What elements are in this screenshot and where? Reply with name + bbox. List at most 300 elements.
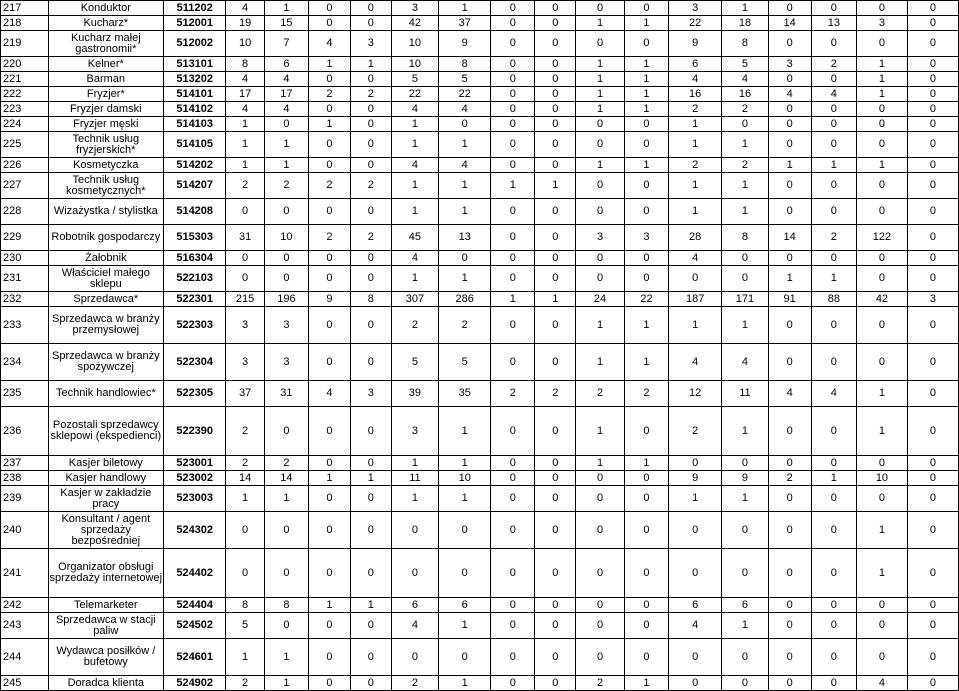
value-cell: 0 — [576, 613, 625, 639]
value-cell: 1 — [535, 173, 576, 199]
row-number-cell: 225 — [1, 132, 49, 158]
value-cell: 1 — [264, 639, 308, 676]
row-number-cell: 219 — [1, 31, 49, 57]
value-cell: 0 — [768, 72, 811, 87]
value-cell: 2 — [491, 381, 535, 407]
value-cell: 1 — [439, 1, 491, 16]
occupation-name-cell: Sprzedawca w stacji paliw — [48, 613, 164, 639]
row-number-cell: 240 — [1, 512, 49, 549]
value-cell: 3 — [391, 1, 439, 16]
value-cell: 1 — [722, 132, 768, 158]
value-cell: 1 — [856, 512, 907, 549]
row-number-cell: 226 — [1, 158, 49, 173]
value-cell: 9 — [722, 471, 768, 486]
value-cell: 15 — [264, 16, 308, 31]
occupation-code-cell: 522304 — [164, 344, 226, 381]
value-cell: 1 — [350, 57, 391, 72]
value-cell: 6 — [669, 57, 722, 72]
value-cell: 1 — [439, 266, 491, 292]
value-cell: 0 — [907, 613, 958, 639]
value-cell: 1 — [264, 676, 308, 691]
value-cell: 0 — [491, 158, 535, 173]
value-cell: 0 — [350, 102, 391, 117]
value-cell: 0 — [350, 132, 391, 158]
value-cell: 17 — [226, 87, 265, 102]
value-cell: 14 — [226, 471, 265, 486]
value-cell: 0 — [226, 199, 265, 225]
value-cell: 0 — [907, 381, 958, 407]
value-cell: 0 — [308, 456, 350, 471]
value-cell: 1 — [811, 471, 856, 486]
occupation-name-cell: Doradca klienta — [48, 676, 164, 691]
value-cell: 0 — [856, 639, 907, 676]
value-cell: 0 — [491, 102, 535, 117]
value-cell: 0 — [856, 117, 907, 132]
value-cell: 2 — [811, 57, 856, 72]
value-cell: 1 — [576, 102, 625, 117]
table-row — [1, 1, 959, 16]
value-cell: 1 — [576, 456, 625, 471]
row-number-cell: 222 — [1, 87, 49, 102]
value-cell: 4 — [391, 158, 439, 173]
row-number-cell: 233 — [1, 307, 49, 344]
occupation-code-cell: 514105 — [164, 132, 226, 158]
value-cell: 91 — [768, 292, 811, 307]
row-number-cell: 238 — [1, 471, 49, 486]
value-cell: 0 — [264, 251, 308, 266]
value-cell: 0 — [907, 471, 958, 486]
value-cell: 1 — [391, 117, 439, 132]
occupation-name-cell: Technik usług fryzjerskich* — [48, 132, 164, 158]
value-cell: 0 — [768, 598, 811, 613]
value-cell: 0 — [535, 16, 576, 31]
value-cell: 22 — [391, 87, 439, 102]
value-cell: 1 — [391, 199, 439, 225]
value-cell: 1 — [722, 407, 768, 456]
value-cell: 2 — [308, 225, 350, 251]
value-cell: 0 — [722, 639, 768, 676]
occupation-code-cell: 524502 — [164, 613, 226, 639]
value-cell: 0 — [308, 16, 350, 31]
value-cell: 0 — [576, 471, 625, 486]
value-cell: 1 — [226, 132, 265, 158]
value-cell: 0 — [811, 639, 856, 676]
value-cell: 4 — [669, 72, 722, 87]
value-cell: 0 — [439, 251, 491, 266]
value-cell: 0 — [856, 456, 907, 471]
value-cell: 4 — [264, 72, 308, 87]
value-cell: 0 — [226, 266, 265, 292]
value-cell: 0 — [907, 512, 958, 549]
value-cell: 0 — [308, 486, 350, 512]
value-cell: 0 — [907, 1, 958, 16]
value-cell: 0 — [907, 117, 958, 132]
table-row — [1, 199, 959, 225]
value-cell: 0 — [669, 456, 722, 471]
value-cell: 0 — [624, 407, 668, 456]
value-cell: 0 — [722, 117, 768, 132]
value-cell: 0 — [811, 486, 856, 512]
value-cell: 0 — [768, 407, 811, 456]
value-cell: 1 — [624, 344, 668, 381]
occupation-code-cell: 511202 — [164, 1, 226, 16]
value-cell: 0 — [576, 512, 625, 549]
value-cell: 0 — [491, 549, 535, 598]
value-cell: 0 — [811, 456, 856, 471]
value-cell: 1 — [576, 407, 625, 456]
value-cell: 0 — [308, 102, 350, 117]
value-cell: 0 — [768, 613, 811, 639]
value-cell: 0 — [811, 598, 856, 613]
value-cell: 0 — [491, 407, 535, 456]
value-cell: 31 — [226, 225, 265, 251]
value-cell: 3 — [856, 16, 907, 31]
value-cell: 0 — [350, 158, 391, 173]
table-row — [1, 486, 959, 512]
value-cell: 1 — [856, 407, 907, 456]
value-cell: 35 — [439, 381, 491, 407]
value-cell: 0 — [768, 199, 811, 225]
value-cell: 0 — [226, 549, 265, 598]
occupation-name-cell: Barman — [48, 72, 164, 87]
table-row — [1, 31, 959, 57]
value-cell: 3 — [264, 307, 308, 344]
value-cell: 0 — [907, 598, 958, 613]
occupation-code-cell: 524601 — [164, 639, 226, 676]
value-cell: 0 — [535, 72, 576, 87]
value-cell: 0 — [439, 639, 491, 676]
row-number-cell: 243 — [1, 613, 49, 639]
value-cell: 0 — [264, 117, 308, 132]
occupation-code-cell: 515303 — [164, 225, 226, 251]
value-cell: 0 — [768, 676, 811, 691]
value-cell: 171 — [722, 292, 768, 307]
value-cell: 2 — [226, 173, 265, 199]
occupation-name-cell: Wizażystka / stylistka — [48, 199, 164, 225]
value-cell: 8 — [722, 225, 768, 251]
value-cell: 0 — [856, 199, 907, 225]
value-cell: 0 — [768, 102, 811, 117]
value-cell: 0 — [491, 266, 535, 292]
value-cell: 0 — [226, 512, 265, 549]
value-cell: 0 — [350, 117, 391, 132]
value-cell: 1 — [439, 173, 491, 199]
value-cell: 0 — [856, 1, 907, 16]
value-cell: 0 — [907, 102, 958, 117]
value-cell: 122 — [856, 225, 907, 251]
value-cell: 5 — [439, 72, 491, 87]
value-cell: 0 — [576, 266, 625, 292]
value-cell: 0 — [907, 31, 958, 57]
value-cell: 1 — [722, 199, 768, 225]
occupation-code-cell: 524302 — [164, 512, 226, 549]
value-cell: 0 — [768, 117, 811, 132]
value-cell: 3 — [669, 1, 722, 16]
row-number-cell: 218 — [1, 16, 49, 31]
value-cell: 0 — [264, 512, 308, 549]
value-cell: 4 — [439, 158, 491, 173]
occupation-name-cell: Organizator obsługi sprzedaży internetowej — [48, 549, 164, 598]
value-cell: 3 — [768, 57, 811, 72]
value-cell: 0 — [669, 512, 722, 549]
value-cell: 31 — [264, 381, 308, 407]
value-cell: 1 — [856, 87, 907, 102]
value-cell: 0 — [811, 251, 856, 266]
value-cell: 0 — [491, 639, 535, 676]
value-cell: 0 — [768, 31, 811, 57]
value-cell: 0 — [308, 1, 350, 16]
value-cell: 0 — [226, 251, 265, 266]
value-cell: 8 — [264, 598, 308, 613]
table-row — [1, 381, 959, 407]
occupation-name-cell: Robotnik gospodarczy — [48, 225, 164, 251]
value-cell: 9 — [669, 31, 722, 57]
occupation-code-cell: 512002 — [164, 31, 226, 57]
value-cell: 0 — [811, 407, 856, 456]
value-cell: 14 — [768, 16, 811, 31]
value-cell: 4 — [264, 102, 308, 117]
value-cell: 1 — [722, 1, 768, 16]
occupation-name-cell: Fryzjer damski — [48, 102, 164, 117]
value-cell: 0 — [491, 31, 535, 57]
value-cell: 2 — [226, 676, 265, 691]
value-cell: 0 — [491, 676, 535, 691]
value-cell: 1 — [624, 57, 668, 72]
value-cell: 10 — [856, 471, 907, 486]
value-cell: 1 — [439, 199, 491, 225]
value-cell: 0 — [491, 471, 535, 486]
value-cell: 0 — [768, 512, 811, 549]
row-number-cell: 224 — [1, 117, 49, 132]
value-cell: 1 — [576, 307, 625, 344]
value-cell: 4 — [391, 251, 439, 266]
value-cell: 0 — [535, 132, 576, 158]
value-cell: 0 — [907, 407, 958, 456]
value-cell: 0 — [669, 639, 722, 676]
value-cell: 0 — [308, 132, 350, 158]
value-cell: 3 — [624, 225, 668, 251]
value-cell: 0 — [856, 173, 907, 199]
occupation-code-cell: 522103 — [164, 266, 226, 292]
value-cell: 0 — [856, 344, 907, 381]
value-cell: 0 — [308, 549, 350, 598]
value-cell: 0 — [491, 57, 535, 72]
value-cell: 2 — [226, 456, 265, 471]
table-row — [1, 639, 959, 676]
occupation-name-cell: Żałobnik — [48, 251, 164, 266]
value-cell: 1 — [624, 72, 668, 87]
value-cell: 12 — [669, 381, 722, 407]
value-cell: 1 — [391, 456, 439, 471]
value-cell: 0 — [350, 512, 391, 549]
value-cell: 1 — [350, 598, 391, 613]
value-cell: 187 — [669, 292, 722, 307]
occupation-code-cell: 512001 — [164, 16, 226, 31]
value-cell: 2 — [669, 102, 722, 117]
value-cell: 0 — [907, 16, 958, 31]
value-cell: 0 — [535, 87, 576, 102]
value-cell: 0 — [535, 456, 576, 471]
value-cell: 6 — [264, 57, 308, 72]
value-cell: 0 — [669, 549, 722, 598]
value-cell: 0 — [624, 486, 668, 512]
value-cell: 4 — [768, 87, 811, 102]
row-number-cell: 237 — [1, 456, 49, 471]
value-cell: 0 — [811, 549, 856, 598]
value-cell: 9 — [308, 292, 350, 307]
value-cell: 16 — [669, 87, 722, 102]
value-cell: 0 — [576, 31, 625, 57]
value-cell: 0 — [350, 251, 391, 266]
value-cell: 8 — [226, 57, 265, 72]
occupation-name-cell: Sprzedawca w branży przemysłowej — [48, 307, 164, 344]
table-row — [1, 251, 959, 266]
value-cell: 0 — [308, 199, 350, 225]
occupation-name-cell: Kasjer handlowy — [48, 471, 164, 486]
table-row — [1, 173, 959, 199]
value-cell: 24 — [576, 292, 625, 307]
value-cell: 1 — [856, 57, 907, 72]
value-cell: 1 — [264, 486, 308, 512]
occupation-code-cell: 522303 — [164, 307, 226, 344]
value-cell: 39 — [391, 381, 439, 407]
value-cell: 4 — [722, 72, 768, 87]
value-cell: 0 — [264, 266, 308, 292]
row-number-cell: 241 — [1, 549, 49, 598]
value-cell: 0 — [308, 72, 350, 87]
value-cell: 286 — [439, 292, 491, 307]
value-cell: 0 — [576, 251, 625, 266]
value-cell: 11 — [722, 381, 768, 407]
value-cell: 13 — [439, 225, 491, 251]
value-cell: 1 — [722, 613, 768, 639]
table-row — [1, 158, 959, 173]
value-cell: 0 — [624, 639, 668, 676]
value-cell: 0 — [439, 549, 491, 598]
value-cell: 5 — [722, 57, 768, 72]
value-cell: 1 — [624, 456, 668, 471]
value-cell: 0 — [576, 117, 625, 132]
value-cell: 0 — [624, 132, 668, 158]
value-cell: 0 — [535, 31, 576, 57]
value-cell: 0 — [768, 639, 811, 676]
occupation-code-cell: 514207 — [164, 173, 226, 199]
value-cell: 0 — [624, 512, 668, 549]
value-cell: 1 — [226, 117, 265, 132]
value-cell: 0 — [856, 102, 907, 117]
value-cell: 1 — [669, 132, 722, 158]
occupation-name-cell: Sprzedawca w branży spożywczej — [48, 344, 164, 381]
occupation-name-cell: Właściciel małego sklepu — [48, 266, 164, 292]
value-cell: 0 — [624, 251, 668, 266]
value-cell: 1 — [535, 292, 576, 307]
value-cell: 0 — [350, 72, 391, 87]
value-cell: 0 — [350, 456, 391, 471]
value-cell: 0 — [535, 57, 576, 72]
value-cell: 0 — [308, 407, 350, 456]
value-cell: 1 — [624, 87, 668, 102]
value-cell: 0 — [856, 266, 907, 292]
table-row — [1, 407, 959, 456]
value-cell: 1 — [722, 486, 768, 512]
row-number-cell: 229 — [1, 225, 49, 251]
value-cell: 0 — [768, 307, 811, 344]
value-cell: 0 — [624, 199, 668, 225]
value-cell: 0 — [491, 72, 535, 87]
value-cell: 1 — [624, 158, 668, 173]
value-cell: 1 — [669, 173, 722, 199]
value-cell: 0 — [535, 598, 576, 613]
value-cell: 0 — [491, 251, 535, 266]
row-number-cell: 239 — [1, 486, 49, 512]
value-cell: 0 — [722, 266, 768, 292]
value-cell: 5 — [391, 72, 439, 87]
value-cell: 1 — [391, 173, 439, 199]
occupation-code-cell: 514202 — [164, 158, 226, 173]
table-row — [1, 307, 959, 344]
value-cell: 4 — [669, 613, 722, 639]
table-row — [1, 344, 959, 381]
value-cell: 14 — [768, 225, 811, 251]
value-cell: 0 — [535, 266, 576, 292]
value-cell: 0 — [722, 456, 768, 471]
value-cell: 0 — [811, 676, 856, 691]
value-cell: 2 — [669, 158, 722, 173]
value-cell: 0 — [535, 251, 576, 266]
value-cell: 0 — [856, 251, 907, 266]
value-cell: 0 — [391, 639, 439, 676]
value-cell: 4 — [226, 72, 265, 87]
value-cell: 0 — [811, 31, 856, 57]
value-cell: 4 — [856, 676, 907, 691]
value-cell: 0 — [576, 132, 625, 158]
value-cell: 1 — [576, 344, 625, 381]
value-cell: 1 — [669, 117, 722, 132]
value-cell: 0 — [308, 639, 350, 676]
value-cell: 1 — [576, 57, 625, 72]
value-cell: 1 — [391, 486, 439, 512]
occupation-name-cell: Fryzjer* — [48, 87, 164, 102]
value-cell: 0 — [350, 639, 391, 676]
value-cell: 10 — [391, 31, 439, 57]
value-cell: 6 — [669, 598, 722, 613]
value-cell: 2 — [350, 173, 391, 199]
value-cell: 17 — [264, 87, 308, 102]
value-cell: 0 — [907, 132, 958, 158]
row-number-cell: 234 — [1, 344, 49, 381]
value-cell: 0 — [624, 266, 668, 292]
value-cell: 4 — [722, 344, 768, 381]
value-cell: 1 — [439, 407, 491, 456]
value-cell: 0 — [669, 266, 722, 292]
value-cell: 0 — [811, 173, 856, 199]
row-number-cell: 245 — [1, 676, 49, 691]
value-cell: 0 — [576, 549, 625, 598]
occupation-name-cell: Kucharz małej gastronomii* — [48, 31, 164, 57]
value-cell: 4 — [391, 102, 439, 117]
occupation-name-cell: Kasjer biletowy — [48, 456, 164, 471]
row-number-cell: 221 — [1, 72, 49, 87]
table-row — [1, 132, 959, 158]
value-cell: 1 — [624, 307, 668, 344]
value-cell: 1 — [856, 72, 907, 87]
occupation-code-cell: 523001 — [164, 456, 226, 471]
value-cell: 0 — [308, 251, 350, 266]
occupation-code-cell: 514101 — [164, 87, 226, 102]
value-cell: 2 — [535, 381, 576, 407]
value-cell: 6 — [722, 598, 768, 613]
value-cell: 2 — [811, 225, 856, 251]
